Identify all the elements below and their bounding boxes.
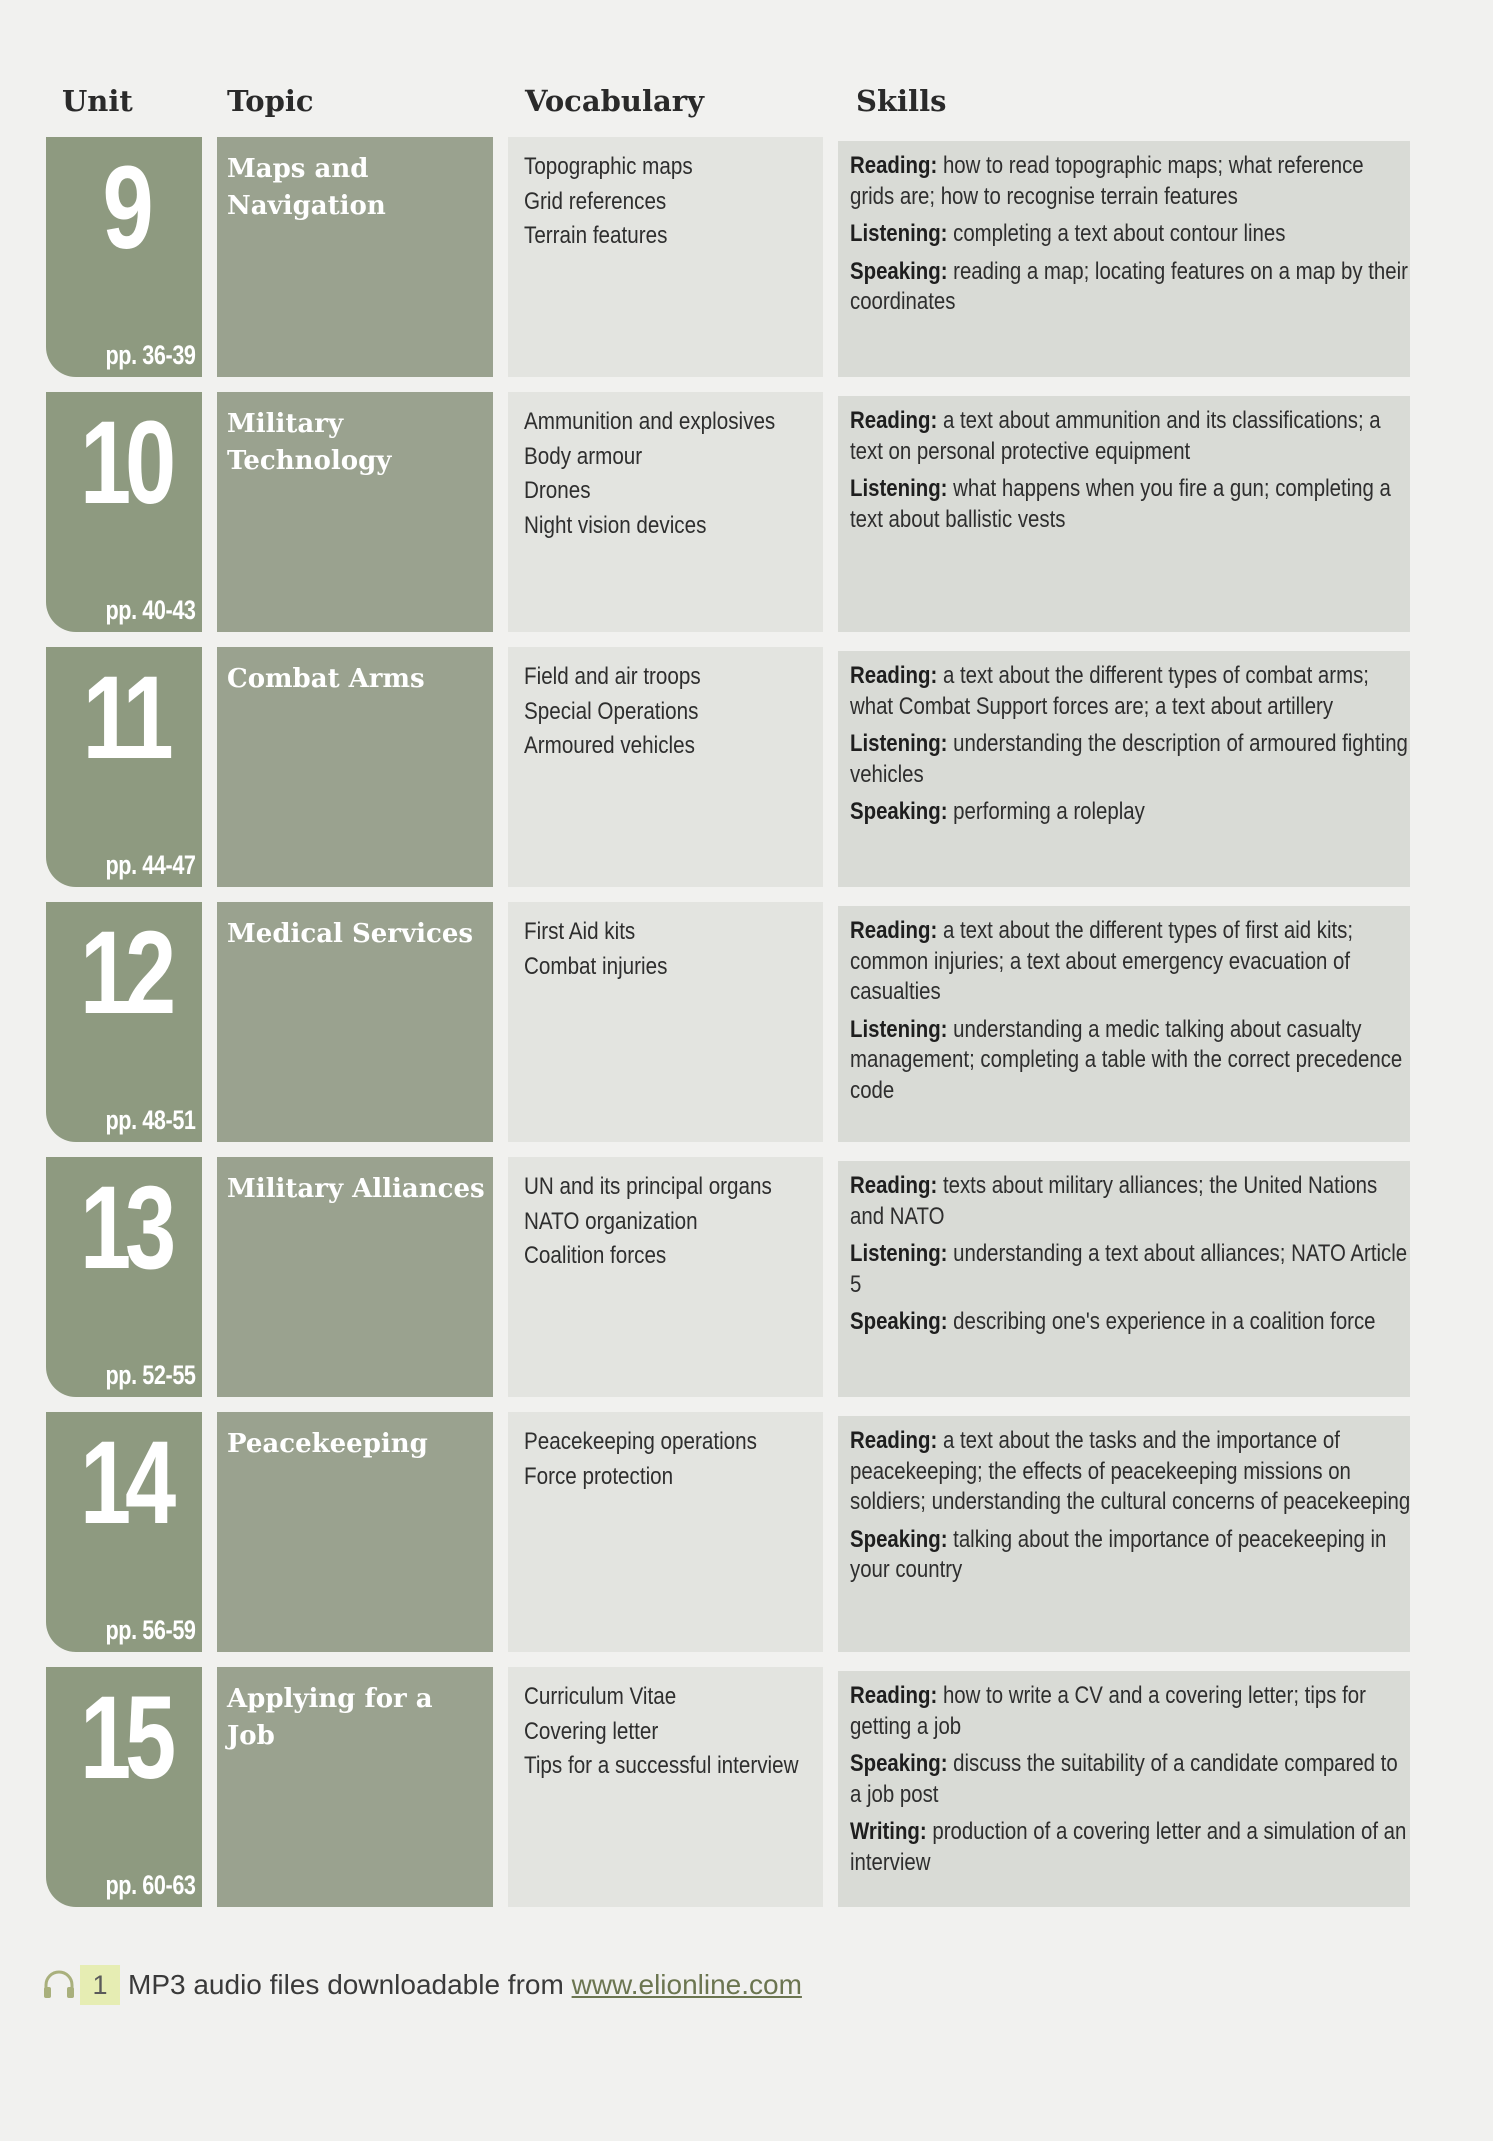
vocabulary-item: Force protection <box>524 1462 674 1490</box>
skills-box <box>838 906 1410 1142</box>
skill-text: a text about the different types of first aid kits; common injuries; a text about emergency evacuation of casualties <box>850 917 1354 1005</box>
skill-text: completing a text about contour lines <box>953 220 1286 247</box>
skills-list <box>850 1681 1411 1885</box>
vocabulary-list <box>524 660 729 764</box>
unit-row <box>0 1157 1493 1397</box>
unit-number: 13 <box>80 1162 170 1294</box>
skills-list <box>850 1426 1411 1593</box>
skills-list <box>850 406 1411 542</box>
unit-number: 9 <box>102 142 148 274</box>
skill-text: how to write a CV and a covering letter; tips for getting a job <box>850 1682 1366 1740</box>
skill-text: texts about military alliances; the United Nations and NATO <box>850 1172 1378 1230</box>
skill-label: Reading: <box>850 662 938 689</box>
skill-text: what happens when you fire a gun; completing a text about ballistic vests <box>850 475 1391 533</box>
topic-box <box>217 1667 493 1907</box>
topic-title: Military Technology <box>227 409 392 476</box>
unit-number-box <box>46 902 202 1142</box>
vocabulary-box <box>508 1157 823 1397</box>
skill-text: reading a map; locating features on a map by their coordinates <box>850 257 1408 315</box>
vocabulary-item: Special Operations <box>524 697 699 725</box>
vocabulary-box <box>508 137 823 377</box>
skill-label: Speaking: <box>850 1525 948 1553</box>
skills-list <box>850 1171 1411 1345</box>
vocabulary-box <box>508 1412 823 1652</box>
topic-title: Applying for a Job <box>227 1684 433 1751</box>
skill-text: describing one's experience in a coalition force <box>953 1308 1376 1335</box>
track-number-badge: 1 <box>80 1965 120 2005</box>
vocabulary-item: Combat injuries <box>524 952 668 980</box>
skills-box <box>838 1161 1410 1397</box>
skill-label: Speaking: <box>850 798 948 825</box>
vocabulary-item: Coalition forces <box>524 1242 667 1269</box>
skill-entry <box>850 1015 1411 1107</box>
skill-label: Reading: <box>850 917 938 944</box>
vocabulary-list <box>524 150 720 254</box>
header-skills: Skills <box>856 84 947 118</box>
unit-pages: pp. 60-63 <box>105 1870 196 1900</box>
topic-box <box>217 1412 493 1652</box>
vocabulary-box <box>508 902 823 1142</box>
vocabulary-item: Field and air troops <box>524 663 701 690</box>
skill-entry <box>850 406 1411 467</box>
skill-entry <box>850 1749 1411 1810</box>
skills-list <box>850 661 1411 835</box>
topic-box <box>217 902 493 1142</box>
unit-number: 14 <box>80 1417 170 1549</box>
skill-label: Speaking: <box>850 257 948 285</box>
skill-text: performing a roleplay <box>953 798 1145 825</box>
skills-list <box>850 916 1411 1113</box>
website-link[interactable]: www.elionline.com <box>571 1969 802 2000</box>
headphones-icon <box>42 1969 76 1999</box>
footer-label: MP3 audio files downloadable from <box>128 1969 572 2000</box>
skill-label: Speaking: <box>850 1308 948 1335</box>
skill-entry <box>850 1525 1411 1586</box>
skills-box <box>838 1416 1410 1652</box>
column-headers <box>0 84 1493 134</box>
vocabulary-box <box>508 1667 823 1907</box>
unit-number-box <box>46 1157 202 1397</box>
skill-entry <box>850 661 1411 722</box>
unit-pages: pp. 40-43 <box>105 595 196 625</box>
vocabulary-list <box>524 405 816 543</box>
skill-label: Reading: <box>850 407 938 434</box>
topic-box <box>217 647 493 887</box>
vocabulary-box <box>508 392 823 632</box>
header-vocabulary: Vocabulary <box>525 84 704 118</box>
skill-text: a text about the different types of combat arms; what Combat Support forces are; a text about artillery <box>850 662 1369 720</box>
skill-entry <box>850 729 1411 790</box>
unit-number-box <box>46 392 202 632</box>
unit-row <box>0 902 1493 1142</box>
topic-title: Military Alliances <box>227 1174 485 1204</box>
unit-number: 11 <box>82 652 168 784</box>
topic-box <box>217 137 493 377</box>
topic-title: Peacekeeping <box>227 1429 428 1459</box>
skill-label: Listening: <box>850 475 948 502</box>
skill-text: understanding the description of armoured fighting vehicles <box>850 730 1408 788</box>
skills-box <box>838 651 1410 887</box>
unit-pages: pp. 48-51 <box>105 1105 196 1135</box>
vocabulary-item: Armoured vehicles <box>524 732 695 759</box>
vocabulary-item: First Aid kits <box>524 918 636 945</box>
skill-label: Reading: <box>850 1682 938 1709</box>
vocabulary-item: Covering letter <box>524 1717 659 1745</box>
skill-text: understanding a text about alliances; NATO Article 5 <box>850 1240 1408 1298</box>
skills-box <box>838 141 1410 377</box>
unit-number-box <box>46 137 202 377</box>
vocabulary-list <box>524 1680 843 1784</box>
unit-row <box>0 647 1493 887</box>
skill-label: Reading: <box>850 152 938 179</box>
unit-row <box>0 1667 1493 1907</box>
unit-number-box <box>46 1412 202 1652</box>
vocabulary-list <box>524 1170 812 1274</box>
skill-entry <box>850 1171 1411 1232</box>
topic-title: Combat Arms <box>227 664 425 694</box>
skill-entry <box>850 474 1411 535</box>
skill-text: talking about the importance of peacekeeping in your country <box>850 1525 1387 1583</box>
skill-text: a text about ammunition and its classifications; a text on personal protective equipment <box>850 407 1381 465</box>
unit-row <box>0 392 1493 632</box>
skill-label: Writing: <box>850 1818 927 1845</box>
vocabulary-item: UN and its principal organs <box>524 1173 772 1200</box>
vocabulary-item: Peacekeeping operations <box>524 1428 757 1455</box>
header-unit: Unit <box>62 84 133 118</box>
skill-entry <box>850 797 1411 828</box>
unit-row <box>0 1412 1493 1652</box>
skill-label: Listening: <box>850 1015 948 1043</box>
vocabulary-item: Topographic maps <box>524 153 693 180</box>
skill-entry <box>850 1426 1411 1518</box>
skill-entry <box>850 151 1411 212</box>
audio-footer <box>40 1965 940 2005</box>
skills-list <box>850 151 1411 325</box>
skill-text: understanding a medic talking about casualty management; completing a table with the correct precedence code <box>850 1015 1403 1104</box>
unit-number-box <box>46 647 202 887</box>
unit-row <box>0 137 1493 377</box>
skill-text: a text about the tasks and the importance of peacekeeping; the effects of peacekeeping missions on soldiers; understanding the cultural concerns of peacekeeping <box>850 1427 1411 1515</box>
skill-entry <box>850 219 1411 250</box>
vocabulary-item: NATO organization <box>524 1207 698 1235</box>
skill-label: Reading: <box>850 1427 938 1454</box>
skill-entry <box>850 1307 1411 1338</box>
skill-label: Listening: <box>850 730 948 757</box>
unit-number-box <box>46 1667 202 1907</box>
vocabulary-item: Grid references <box>524 187 667 215</box>
vocabulary-item: Tips for a successful interview <box>524 1752 799 1779</box>
skill-label: Listening: <box>850 1240 948 1267</box>
skill-text: production of a covering letter and a simulation of an interview <box>850 1818 1407 1876</box>
vocabulary-box <box>508 647 823 887</box>
skill-entry <box>850 257 1411 318</box>
unit-pages: pp. 52-55 <box>105 1360 196 1390</box>
topic-title: Maps and Navigation <box>227 154 386 221</box>
skill-text: how to read topographic maps; what reference grids are; how to recognise terrain features <box>850 152 1364 210</box>
skill-label: Speaking: <box>850 1750 948 1777</box>
topic-box <box>217 1157 493 1397</box>
topic-box <box>217 392 493 632</box>
unit-pages: pp. 44-47 <box>105 850 196 880</box>
skills-box <box>838 396 1410 632</box>
vocabulary-item: Ammunition and explosives <box>524 408 776 435</box>
vocabulary-item: Curriculum Vitae <box>524 1683 677 1710</box>
header-topic: Topic <box>227 84 314 118</box>
vocabulary-item: Night vision devices <box>524 511 707 539</box>
skill-label: Reading: <box>850 1172 938 1199</box>
skills-box <box>838 1671 1410 1907</box>
skill-entry <box>850 916 1411 1008</box>
unit-pages: pp. 56-59 <box>105 1615 196 1645</box>
unit-number: 12 <box>80 907 170 1039</box>
vocabulary-item: Terrain features <box>524 222 668 249</box>
skill-text: discuss the suitability of a candidate compared to a job post <box>850 1750 1398 1808</box>
vocabulary-item: Drones <box>524 477 591 504</box>
vocabulary-item: Body armour <box>524 442 643 470</box>
skill-entry <box>850 1239 1411 1300</box>
unit-number: 10 <box>80 397 170 529</box>
unit-pages: pp. 36-39 <box>105 340 196 370</box>
skill-label: Listening: <box>850 220 948 247</box>
footer-text <box>128 1967 802 2003</box>
vocabulary-list <box>524 1425 795 1494</box>
skill-entry <box>850 1817 1411 1878</box>
skill-entry <box>850 1681 1411 1742</box>
topic-title: Medical Services <box>227 919 473 949</box>
unit-number: 15 <box>80 1672 170 1804</box>
vocabulary-list <box>524 915 691 984</box>
